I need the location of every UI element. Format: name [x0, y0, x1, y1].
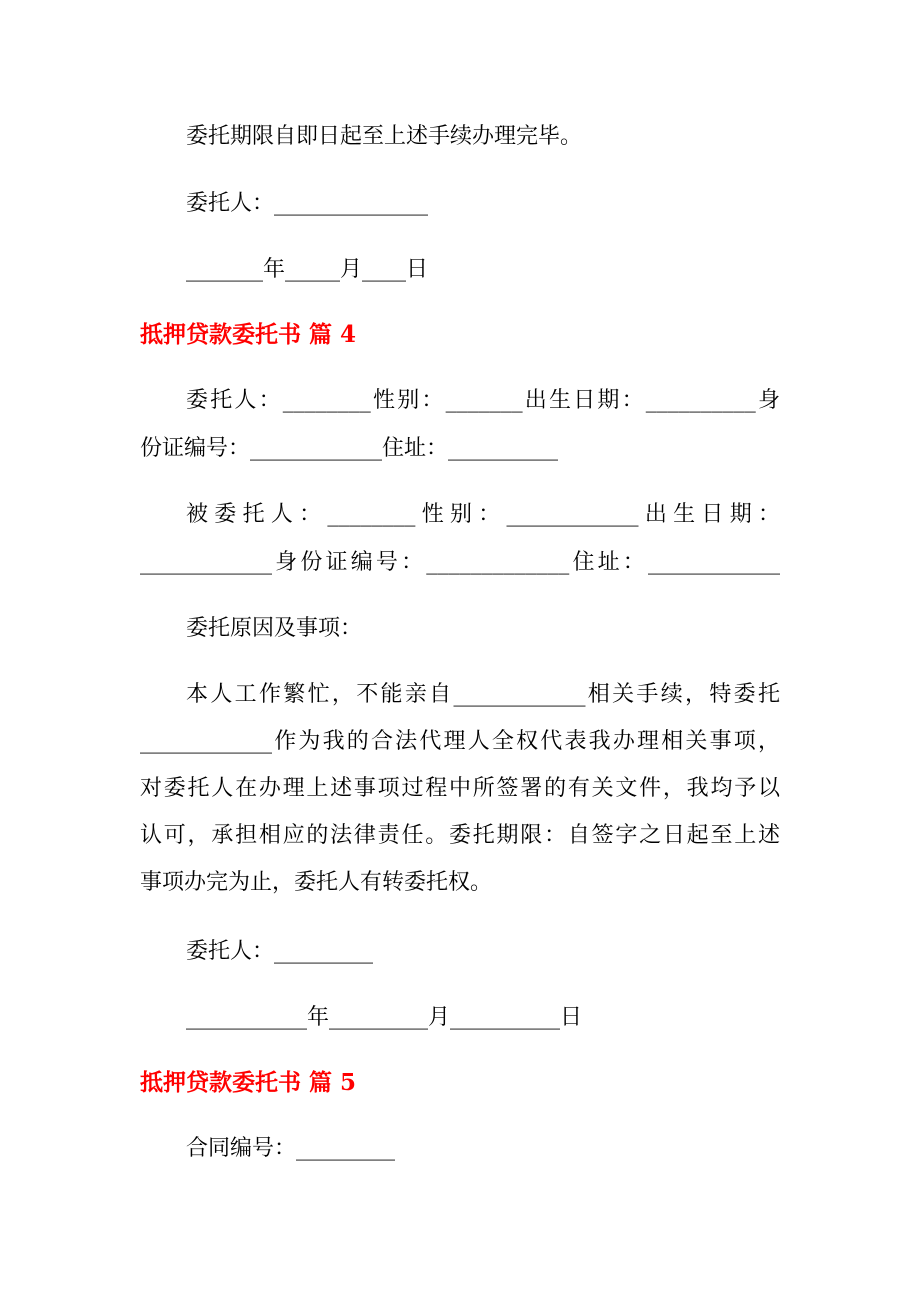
- date-line-4: ___________年_________月__________日: [186, 1005, 583, 1030]
- section-4-title: 抵押贷款委托书 篇 4: [140, 321, 357, 348]
- principal-info-line-2: 份证编号：____________住址：__________: [140, 436, 559, 461]
- contract-number-line: 合同编号：_________: [186, 1136, 396, 1161]
- entrust-period-text: 委托期限自即日起至上述手续办理完毕。: [186, 124, 583, 149]
- principal-signature-line: 委托人：______________: [186, 191, 429, 216]
- body-paragraph-line-1: 本人工作繁忙，不能亲自____________相关手续，特委托: [186, 682, 780, 707]
- body-paragraph-line-3: 对委托人在办理上述事项过程中所签署的有关文件，我均予以: [140, 776, 780, 801]
- date-line: _______年_____月____日: [186, 257, 429, 282]
- body-paragraph-line-2: ____________作为我的合法代理人全权代表我办理相关事项，: [140, 729, 780, 754]
- agent-info-line-2: ____________身份证编号：_____________住址：____________: [140, 550, 780, 575]
- section-5-title: 抵押贷款委托书 篇 5: [140, 1069, 357, 1096]
- body-paragraph-line-5: 事项办完为止，委托人有转委托权。: [140, 870, 493, 895]
- entrust-reason-label: 委托原因及事项：: [186, 616, 363, 641]
- body-paragraph-line-4: 认可，承担相应的法律责任。委托期限：自签字之日起至上述: [140, 823, 780, 848]
- agent-info-line-1: 被委托人：________性别：____________出生日期：: [186, 502, 780, 527]
- principal-info-line-1: 委托人：________性别：_______出生日期：__________身: [186, 388, 780, 413]
- principal-signature-line-4: 委托人：_________: [186, 939, 374, 964]
